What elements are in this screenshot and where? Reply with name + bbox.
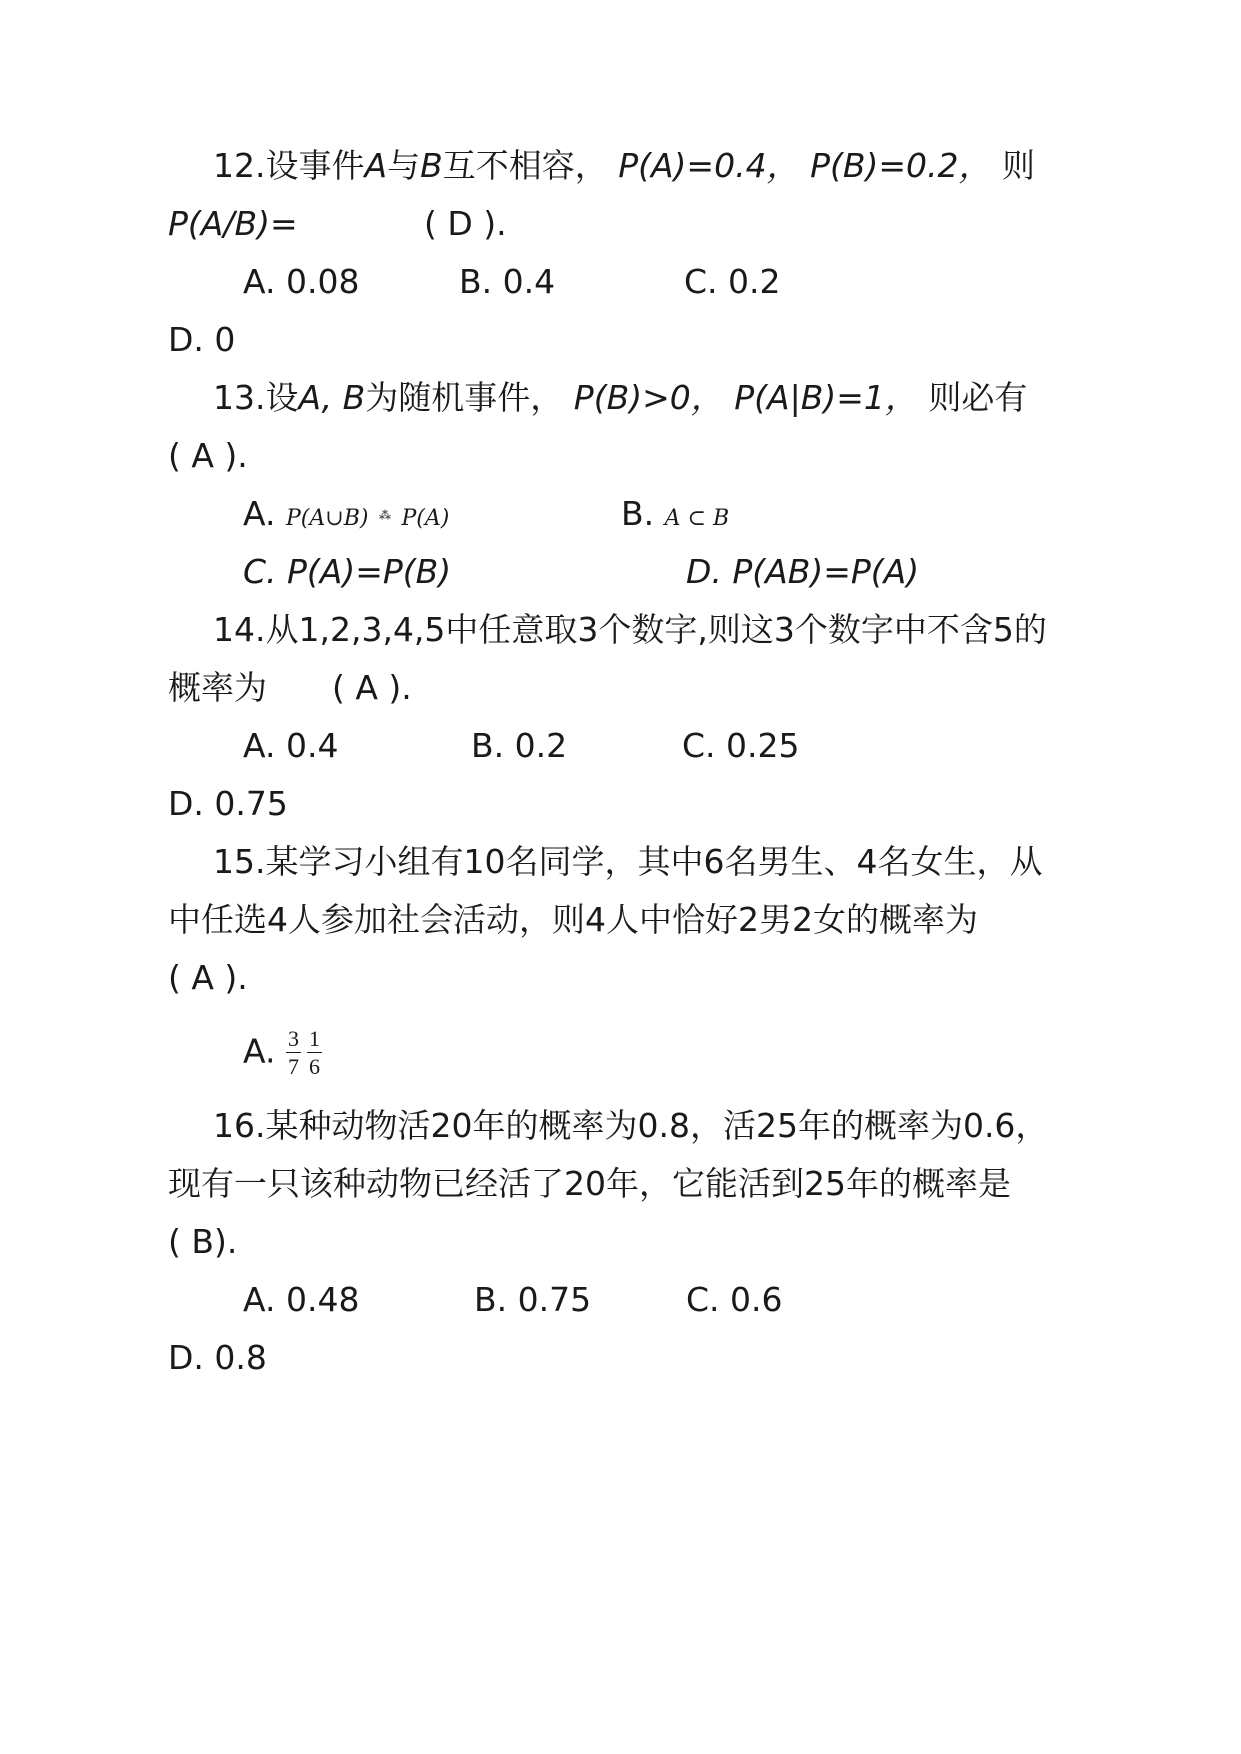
q12-answer: ( D ). [424, 204, 507, 243]
q14-stem-cont: 概率为 [168, 668, 267, 707]
q15-options [0, 1024, 1241, 1080]
q14-option-a: A. 0.4 [243, 726, 339, 765]
q14-option-b: B. 0.2 [471, 726, 568, 765]
q15-fraction-2: $\frac{1}{6}$ [308, 1026, 320, 1079]
q12-option-c: C. 0.2 [684, 262, 781, 301]
q16-stem-cont: 现有一只该种动物已经活了20年，它能活到25年的概率是 [168, 1164, 1011, 1203]
q12-option-d: D. 0 [168, 320, 236, 359]
q14-answer: ( A ). [332, 668, 412, 707]
q14-option-d: D. 0.75 [168, 784, 288, 823]
q12-option-b: B. 0.4 [459, 262, 556, 301]
q15-answer: ( A ). [168, 958, 248, 997]
q16-answer: ( B). [168, 1222, 238, 1261]
q13-option-b: B. A ⊂ B [621, 494, 730, 533]
q13-option-a-glyph: ⁂ [378, 508, 391, 522]
q15-stem-cont: 中任选4人参加社会活动，则4人中恰好2男2女的概率为 [168, 900, 978, 939]
q13-option-a: A. P(A∪B) ⁂ P(A) [243, 494, 450, 533]
q13-answer: ( A ). [168, 436, 248, 475]
q13-option-d: D. P(AB)=P(A) [686, 552, 920, 591]
q14-option-c: C. 0.25 [682, 726, 800, 765]
q16-option-c: C. 0.6 [686, 1280, 783, 1319]
q16-option-b: B. 0.75 [474, 1280, 592, 1319]
q16-option-a: A. 0.48 [243, 1280, 360, 1319]
q15-stem: 15.某学习小组有10名同学，其中6名男生、4名女生，从 [213, 842, 1043, 881]
q15-fraction-1: $\frac{3}{7}$ [287, 1026, 299, 1079]
q12-option-a: A. 0.08 [243, 262, 360, 301]
q15-option-a: A. $\frac{3}{7}$ $\frac{1}{6}$ [243, 1026, 320, 1079]
q12-stem: 12.设事件A与B互不相容， P(A)=0.4， P(B)=0.2， 则 [213, 146, 1035, 185]
q13-stem: 13.设A, B为随机事件， P(B)>0， P(A|B)=1， 则必有 [213, 378, 1028, 417]
q14-stem: 14.从1,2,3,4,5中任意取3个数字,则这3个数字中不含5的 [213, 610, 1047, 649]
q13-option-c: C. P(A)=P(B) [243, 552, 452, 591]
q16-stem: 16.某种动物活20年的概率为0.8，活25年的概率为0.6， [213, 1106, 1049, 1145]
q16-option-d: D. 0.8 [168, 1338, 267, 1377]
q12-formula: P(A/B)= [168, 204, 298, 243]
